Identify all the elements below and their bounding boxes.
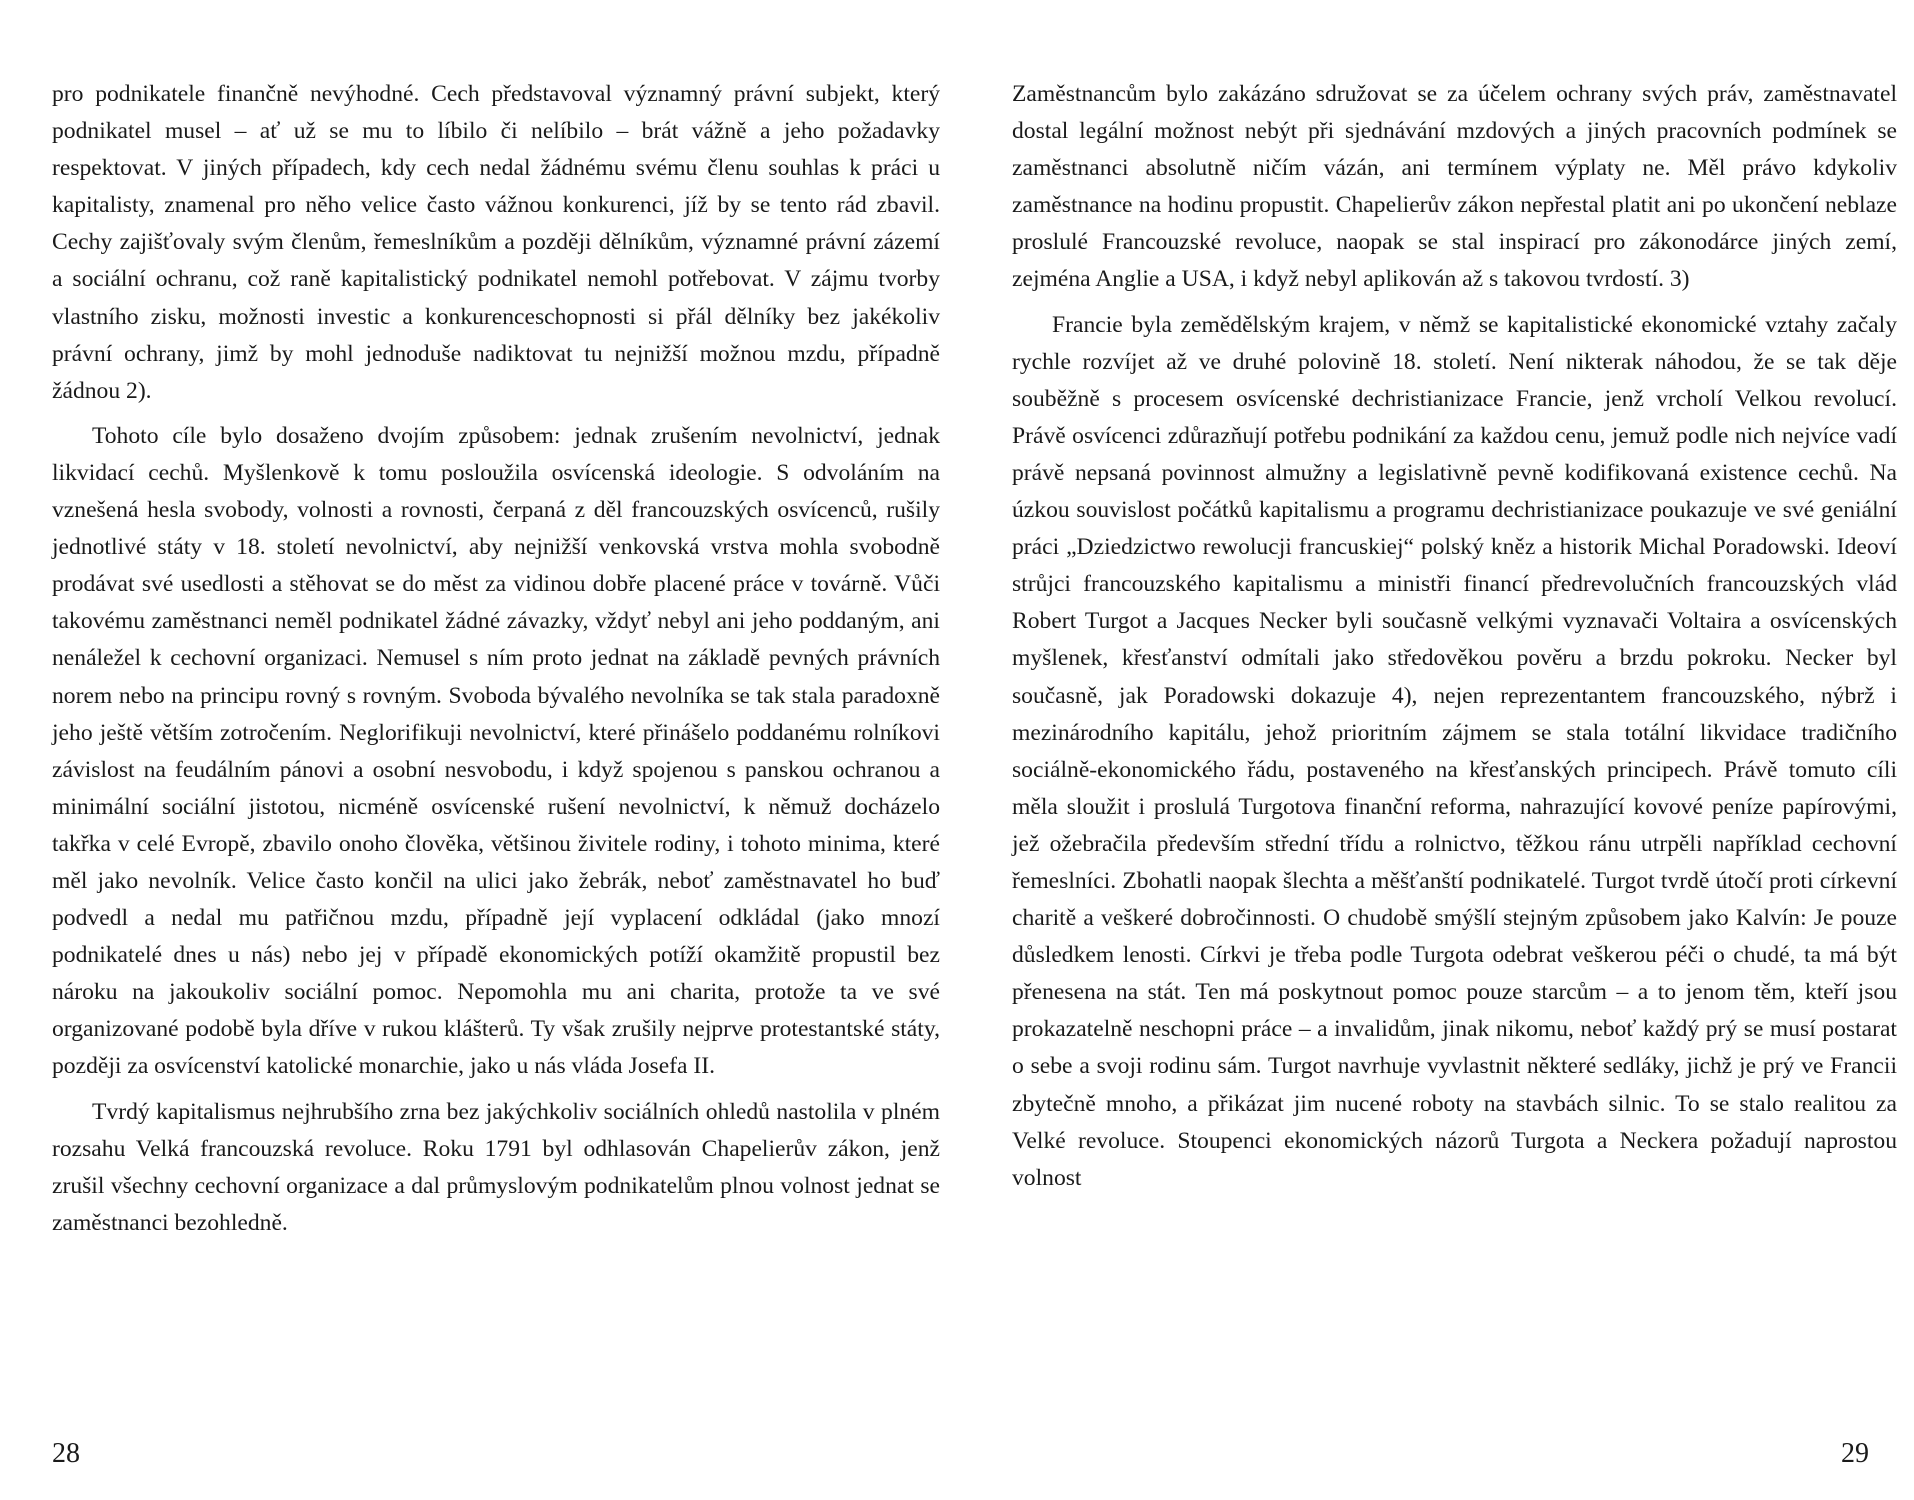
right-page-number: 29 [1841,1438,1869,1469]
left-paragraph-2: Tohoto cíle bylo dosaženo dvojím způsobem: jednak zrušením nevolnictví, jednak likvidací cechů. Myšlenkově k tomu posloužila osvícenská ideologie. S odvoláním na vznešená hesla svobody, volnosti a rovnosti, čerpaná z děl francouzských osvícenců, rušily jednotlivé státy v 18. století nevolnictví, aby nejnižší venkovská vrstva mohla svobodně prodávat své usedlosti a stěhovat se do měst za vidinou dobře placené práce v továrně. Vůči takovému zaměstnanci neměl podnikatel žádné závazky, vždyť nebyl ani jeho poddaným, ani nenáležel k cechovní organizaci. Nemusel s ním proto jednat na základě pevných právních norem nebo na principu rovný s rovným. Svoboda bývalého nevolníka se tak stala paradoxně jeho ještě větším zotročením. Neglorifikuji nevolnictví, které přinášelo poddanému rolníkovi závislost na feudálním pánovi a osobní nesvobodu, i když spojenou s panskou ochranou a minimální sociální jistotou, nicméně osvícenské rušení nevolnictví, k němuž docházelo takřka v celé Evropě, zbavilo onoho člověka, většinou živitele rodiny, i tohoto minima, které měl jako nevolník. Velice často končil na ulici jako žebrák, neboť zaměstnavatel ho buď podvedl a nedal mu patřičnou mzdu, případně její vyplacení odkládal (jako mnozí podnikatelé dnes u nás) nebo jej v případě ekonomických potíží okamžitě propustil bez nároku na jakoukoliv sociální pomoc. Nepomohla mu ani charita, protože ta ve své organizované podobě byla dříve v rukou klášterů. Ty však zrušily nejprve protestantské státy, později za osvícenství katolické monarchie, jako u nás vláda Josefa II. [52,422,940,1080]
left-paragraph-3: Tvrdý kapitalismus nejhrubšího zrna bez jakýchkoliv sociálních ohledů nastolila v plném rozsahu Velká francouzská revoluce. Roku 1791 byl odhlasován Chapelierův zákon, jenž zrušil všechny cechovní organizace a dal průmyslovým podnikatelům plnou volnost jednat se zaměstnanci bezohledně. [52,1098,940,1236]
right-paragraph-1: Zaměstnancům bylo zakázáno sdružovat se za účelem ochrany svých práv, zaměstnavatel dostal legální možnost nebýt při sjednávání mzdových a jiných pracovních podmínek se zaměstnanci absolutně ničím vázán, ani termínem výplaty ne. Měl právo kdykoliv zaměstnance na hodinu propustit. Chapelierův zákon nepřestal platit ani po ukončení neblaze proslulé Francouzské revoluce, naopak se stal inspirací pro zákonodárce jiných zemí, zejména Anglie a USA, i když nebyl aplikován až s takovou tvrdostí. 3) [1012,81,1897,293]
left-page-number: 28 [52,1438,80,1469]
right-page-text [1012,76,1897,1197]
left-page-text [52,76,940,1242]
left-paragraph-1: pro podnikatele finančně nevýhodné. Cech představoval významný právní subjekt, který podnikatel musel – ať už se mu to líbilo či nelíbilo – brát vážně a jeho požadavky respektovat. V jiných případech, kdy cech nedal žádnému svému členu souhlas k práci u kapitalisty, znamenal pro něho velice často vážnou konkurenci, jíž by se tento rád zbavil. Cechy zajišťovaly svým členům, řemeslníkům a později dělníkům, významné právní zázemí a sociální ochranu, což raně kapitalistický podnikatel nemohl potřebovat. V zájmu tvorby vlastního zisku, možnosti investic a konkurenceschopnosti si přál dělníky bez jakékoliv právní ochrany, jimž by mohl jednoduše nadiktovat tu nejnižší možnou mzdu, případně žádnou 2). [52,81,940,404]
right-paragraph-2: Francie byla zemědělským krajem, v němž se kapitalistické ekonomické vztahy začaly rychle rozvíjet až ve druhé polovině 18. století. Není nikterak náhodou, že se tak děje souběžně s procesem osvícenské dechristianizace Francie, jenž vrcholí Velkou revolucí. Právě osvícenci zdůrazňují potřebu podnikání za každou cenu, jemuž podle nich nejvíce vadí právě nepsaná povinnost almužny a legislativně pevně kodifikovaná existence cechů. Na úzkou souvislost počátků kapitalismu a programu dechristianizace poukazuje ve své geniální práci „Dziedzictwo rewolucji francuskiej“ polský kněz a historik Michal Poradowski. Ideoví strůjci francouzského kapitalismu a ministři financí předrevolučních francouzských vlád Robert Turgot a Jacques Necker byli současně velkými vyznavači Voltaira a osvícenských myšlenek, křesťanství odmítali jako středověkou pověru a brzdu pokroku. Necker byl současně, jak Poradowski dokazuje 4), nejen reprezentantem francouzského, nýbrž i mezinárodního kapitálu, jehož prioritním zájmem se stala totální likvidace tradičního sociálně-ekonomického řádu, postaveného na křesťanských principech. Právě tomuto cíli měla sloužit i proslulá Turgotova finanční reforma, nahrazující kovové peníze papírovými, jež ožebračila především střední třídu a rolnictvo, těžkou ránu utrpěli například cechovní řemeslníci. Zbohatli naopak šlechta a měšťanští podnikatelé. Turgot tvrdě útočí proti církevní charitě a veškeré dobročinnosti. O chudobě smýšlí stejným způsobem jako Kalvín: Je pouze důsledkem lenosti. Církvi je třeba podle Turgota odebrat veškerou péči o chudé, ta má být přenesena na stát. Ten má poskytnout pomoc pouze starcům – a to jenom těm, kteří jsou prokazatelně neschopni práce – a invalidům, jinak nikomu, neboť každý prý se musí postarat o sebe a svoji rodinu sám. Turgot navrhuje vyvlastnit některé sedláky, jichž je prý ve Francii zbytečně mnoho, a přikázat jim nucené roboty na stavbách silnic. To se stalo realitou za Velké revoluce. Stoupenci ekonomických názorů Turgota a Neckera požadují naprostou volnost [1012,311,1897,1191]
right-page [957,0,1914,1500]
